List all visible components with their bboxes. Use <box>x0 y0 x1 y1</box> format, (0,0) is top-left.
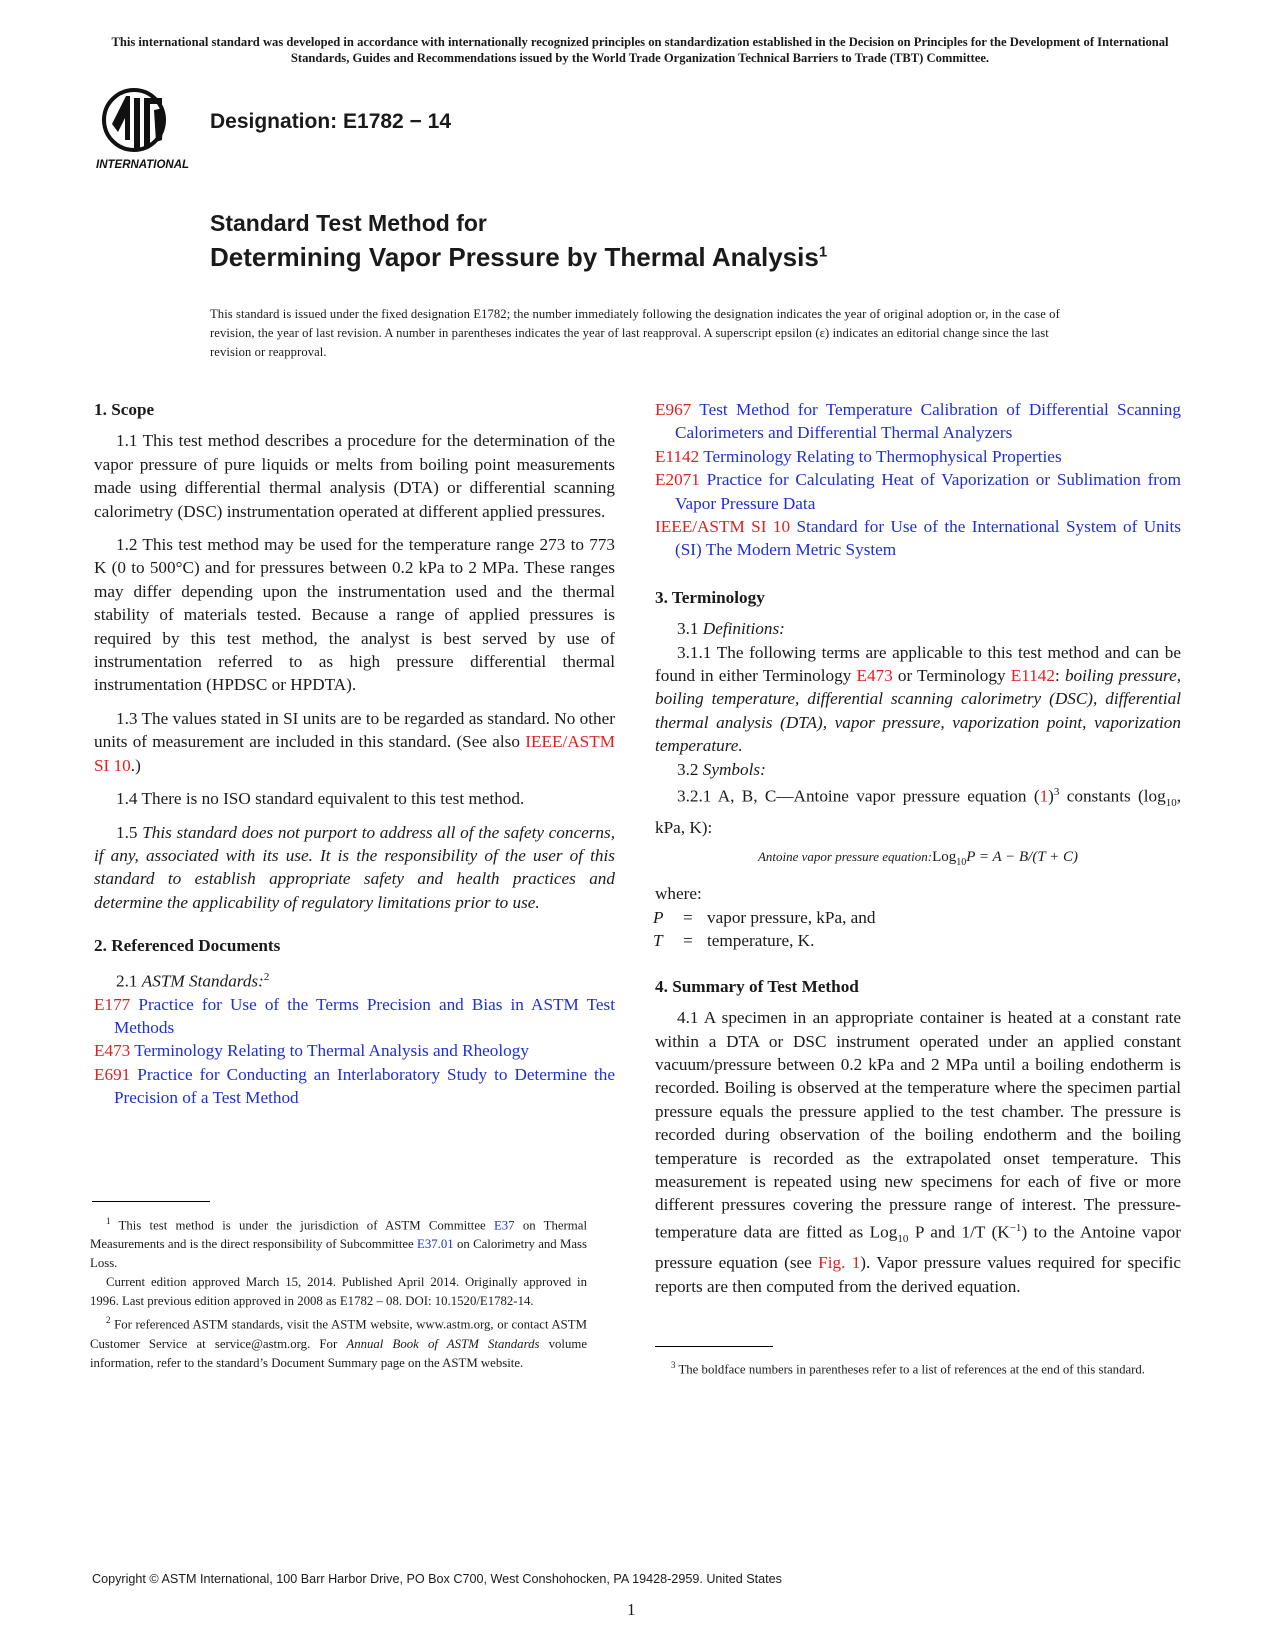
para-1-1: 1.1 This test method describes a procedure for the determination of the vapor pressure of pure liquids or melts from boiling point measurements made using differential thermal analysis (DTA) or differential scanning calorimetry (DSC) instrumentation operated at different applied pressures. <box>94 431 615 521</box>
footnote-2-text: For referenced ASTM standards, visit the ASTM website, www.astm.org, or contact ASTM Customer Service at service@astm.org. For <box>90 1317 587 1351</box>
reference-item <box>655 398 1181 445</box>
footnote-2-italic: Annual Book of ASTM Standards <box>346 1336 540 1351</box>
para-3-2-1-text: 3.2.1 A, B, C—Antoine vapor pressure equation ( <box>677 786 1040 806</box>
reference-title-link[interactable]: Terminology Relating to Thermal Analysis and Rheology <box>130 1041 529 1061</box>
where-equals: = <box>683 907 693 927</box>
para-1-5 <box>94 821 615 915</box>
equation-body: P = A − B/(T + C) <box>966 849 1079 866</box>
para-3-1-1 <box>655 641 1181 758</box>
para-4-1-mid2: ) to the Antoine vapor pressure equation (see <box>655 1222 1182 1273</box>
para-2-1 <box>94 966 615 993</box>
link-ieee-si10[interactable]: IEEE/ASTM SI 10 <box>94 732 615 775</box>
link-fig-1[interactable]: Fig. 1 <box>818 1253 861 1273</box>
reference-title-link[interactable]: Practice for Calculating Heat of Vaporization or Sublimation from Vapor Pressure Data <box>675 470 1181 513</box>
para-1-5-num: 1.5 <box>116 822 143 842</box>
para-3-1-1-terms: boiling pressure, boiling temperature, differential scanning calorimetry (DSC), differential thermal analysis (DTA), vapor pressure, vaporization point, vaporization temperature. <box>655 666 1182 756</box>
reference-title-link[interactable]: Practice for Conducting an Interlaboratory Study to Determine the Precision of a Test Method <box>114 1064 615 1108</box>
reference-title-link[interactable]: Test Method for Temperature Calibration of Differential Scanning Calorimeters and Differential Thermal Analyzers <box>675 400 1181 443</box>
issued-note: This standard is issued under the fixed designation E1782; the number immediately following the designation indicates the year of original adoption or, in the case of revision, the year of last revision. A number in parentheses indicates the year of last reapproval. A superscript epsilon (ε) indicates an editorial change since the last revision or reapproval. <box>210 307 1060 359</box>
reference-list-left <box>94 993 615 1110</box>
para-1-3 <box>94 707 615 777</box>
reference-item <box>655 445 1181 468</box>
footnote-1-edition: Current edition approved March 15, 2014. Published April 2014. Originally approved in 1996. Last previous edition approved in 2008 as E1782 – 08. DOI: 10.1520/E1782-14. <box>90 1275 587 1309</box>
para-2-1-sup: 2 <box>263 970 270 983</box>
copyright: Copyright © ASTM International, 100 Barr Harbor Drive, PO Box C700, West Conshohocken, PA 19428-2959. United States <box>92 1572 782 1586</box>
para-3-1 <box>655 617 1181 640</box>
title-footnote-marker: 1 <box>818 243 828 261</box>
footnote-1-text: This test method is under the jurisdiction of ASTM Committee <box>110 1218 494 1233</box>
link-e37-01[interactable]: E37.01 <box>417 1237 454 1252</box>
reference-item <box>655 468 1181 515</box>
link-e37[interactable]: E37 <box>493 1218 515 1233</box>
footnote-1-mid: on Thermal Measurements and is the direct responsibility of Subcommittee <box>90 1218 587 1252</box>
para-3-1-1-colon: : <box>1055 666 1065 686</box>
para-4-1 <box>655 1006 1181 1298</box>
where-table <box>653 906 876 953</box>
top-notice: This international standard was developed in accordance with internationally recognized principles on standardization established in the Decision on Principles for the Development of International Standards, Guides and Recommendations issued by the World Trade Organization Technical Barriers to Trade (TBT) Committee. <box>111 35 1169 65</box>
footnotes-left <box>90 1212 587 1373</box>
reference-item <box>94 1063 615 1110</box>
footnote-rule-left <box>92 1201 210 1202</box>
left-column <box>94 398 615 1110</box>
reference-code-link[interactable]: E967 <box>655 400 692 419</box>
where-symbol: P <box>653 907 664 927</box>
para-1-3-end: .) <box>130 755 141 775</box>
para-4-1-sup: −1 <box>1009 1221 1022 1234</box>
astm-logo-icon <box>92 84 192 174</box>
where-row <box>653 929 876 952</box>
para-4-1-text: 4.1 A specimen in an appropriate container is heated at a constant rate within a DTA or DSC instrument operated under an applied constant vacuum/pressure between 0.2 kPa and 2 MPa until a boiling endotherm is recorded. Boiling is observed at the temperature where the specimen partial pressure equals the pressure applied to the test chamber. The pressure is recorded during observation of the boiling endotherm and the boiling temperature is recorded as the extrapolated onset temperature. This measurement is repeated using new specimens for each of five or more different pressures covering the pressure range of interest. The pressure-temperature data are fitted as Log <box>655 1008 1181 1242</box>
logo-text: INTERNATIONAL <box>96 159 190 171</box>
reference-title-link[interactable]: Standard for Use of the International System of Units (SI) The Modern Metric System <box>675 517 1182 560</box>
para-3-2-1-units: , kPa, K): <box>655 786 1182 837</box>
reference-code-link[interactable]: E1142 <box>655 446 700 466</box>
reference-code-link[interactable]: E691 <box>94 1064 131 1084</box>
where-row <box>653 906 876 929</box>
where-equals: = <box>683 931 693 951</box>
equation-sub: 10 <box>956 857 967 869</box>
footnote-1-end: on Calorimetry and Mass Loss. <box>90 1237 587 1271</box>
designation: Designation: E1782 − 14 <box>210 110 452 133</box>
footnote-2-num: 2 <box>106 1315 111 1326</box>
para-1-4: 1.4 There is no ISO standard equivalent to this test method. <box>116 789 525 809</box>
footnote-3-num: 3 <box>671 1360 676 1370</box>
refdocs-heading: 2. Referenced Documents <box>94 936 281 956</box>
summary-heading: 4. Summary of Test Method <box>655 976 859 996</box>
where-symbol: T <box>653 931 663 951</box>
reference-title-link[interactable]: Practice for Use of the Terms Precision and Bias in ASTM Test Methods <box>114 994 615 1038</box>
title-line-1: Standard Test Method for <box>210 210 487 236</box>
where-label: where: <box>655 884 702 904</box>
footnote-3 <box>655 1356 1181 1379</box>
reference-code-link[interactable]: E473 <box>94 1041 131 1061</box>
para-1-5-text: This standard does not purport to address all of the safety concerns, if any, associated with its use. It is the responsibility of the user of this standard to establish appropriate safety and health practices and determine the applicability of regulatory limitations prior to use. <box>94 822 616 912</box>
footnote-2 <box>90 1311 587 1372</box>
footnote-rule-right <box>655 1346 773 1347</box>
para-3-2 <box>655 758 1181 781</box>
para-1-3-text: 1.3 The values stated in SI units are to be regarded as standard. No other units of measurement are included in this standard. (See also <box>94 708 615 752</box>
reference-code-link[interactable]: E177 <box>94 994 131 1014</box>
reference-item <box>94 1039 615 1062</box>
link-e473[interactable]: E473 <box>856 666 893 686</box>
reference-title-link[interactable]: Terminology Relating to Thermophysical Properties <box>699 446 1062 466</box>
reference-item <box>94 993 615 1040</box>
where-description: vapor pressure, kPa, and <box>707 907 876 927</box>
astm-logo <box>92 84 192 174</box>
link-e1142[interactable]: E1142 <box>1010 666 1055 686</box>
para-3-1-1-text: 3.1.1 The following terms are applicable to this test method and can be found in either Terminology <box>655 642 1181 686</box>
footnote-1 <box>90 1212 587 1273</box>
footnote-2-end: volume information, refer to the standard’s Document Summary page on the ASTM website. <box>90 1336 588 1370</box>
para-3-1-text: Definitions: <box>702 619 785 639</box>
antoine-equation <box>655 845 1181 874</box>
scope-heading: 1. Scope <box>94 400 155 419</box>
para-3-2-1 <box>655 781 1181 839</box>
para-4-1-end: ). Vapor pressure values required for specific reports are then computed from the derived equation. <box>655 1253 1181 1296</box>
link-ref-1[interactable]: 1 <box>1039 786 1049 806</box>
para-1-2: 1.2 This test method may be used for the temperature range 273 to 773 K (0 to 500°C) and for pressures between 0.2 kPa to 2 MPa. These ranges may differ depending upon the instrumentation used and the thermal stability of materials tested. Because a range of applied pressures is required by this test method, the analyst is best served by use of instrumentation referred to as high pressure differential thermal instrumentation (HPDSC or HPDTA). <box>94 535 615 695</box>
para-3-2-1-sup: 3 <box>1053 786 1060 799</box>
reference-list-right <box>655 398 1181 562</box>
para-3-2-1-paren: ) <box>1048 786 1054 806</box>
title-text: Determining Vapor Pressure by Thermal Analysis <box>210 242 819 272</box>
page-number: 1 <box>627 1600 636 1619</box>
title-line-2 <box>210 242 827 273</box>
para-3-2-num: 3.2 <box>677 759 703 779</box>
reference-code-link[interactable]: E2071 <box>655 470 700 490</box>
para-3-1-1-mid: or Terminology <box>892 666 1011 686</box>
para-2-1-num: 2.1 <box>116 971 142 991</box>
equation-log: Log <box>932 849 957 866</box>
equation-label: Antoine vapor pressure equation: <box>757 849 933 865</box>
terminology-heading: 3. Terminology <box>655 587 765 607</box>
para-2-1-text: ASTM Standards: <box>141 971 264 991</box>
para-3-2-1-constants: constants (log <box>1059 786 1166 806</box>
where-description: temperature, K. <box>707 931 815 951</box>
para-4-1-mid: P and 1/T (K <box>908 1222 1010 1242</box>
para-4-1-sub: 10 <box>897 1232 909 1245</box>
footnote-1-num: 1 <box>106 1216 111 1226</box>
reference-code-link[interactable]: IEEE/ASTM SI 10 <box>655 517 791 537</box>
para-3-1-num: 3.1 <box>677 619 703 639</box>
right-column <box>655 398 1181 1298</box>
para-3-2-1-sub: 10 <box>1165 797 1177 810</box>
reference-item <box>655 515 1181 562</box>
footnotes-right <box>655 1356 1181 1379</box>
para-3-2-text: Symbols: <box>702 759 766 779</box>
footnote-3-text: The boldface numbers in parentheses refer to a list of references at the end of this standard. <box>675 1362 1146 1377</box>
